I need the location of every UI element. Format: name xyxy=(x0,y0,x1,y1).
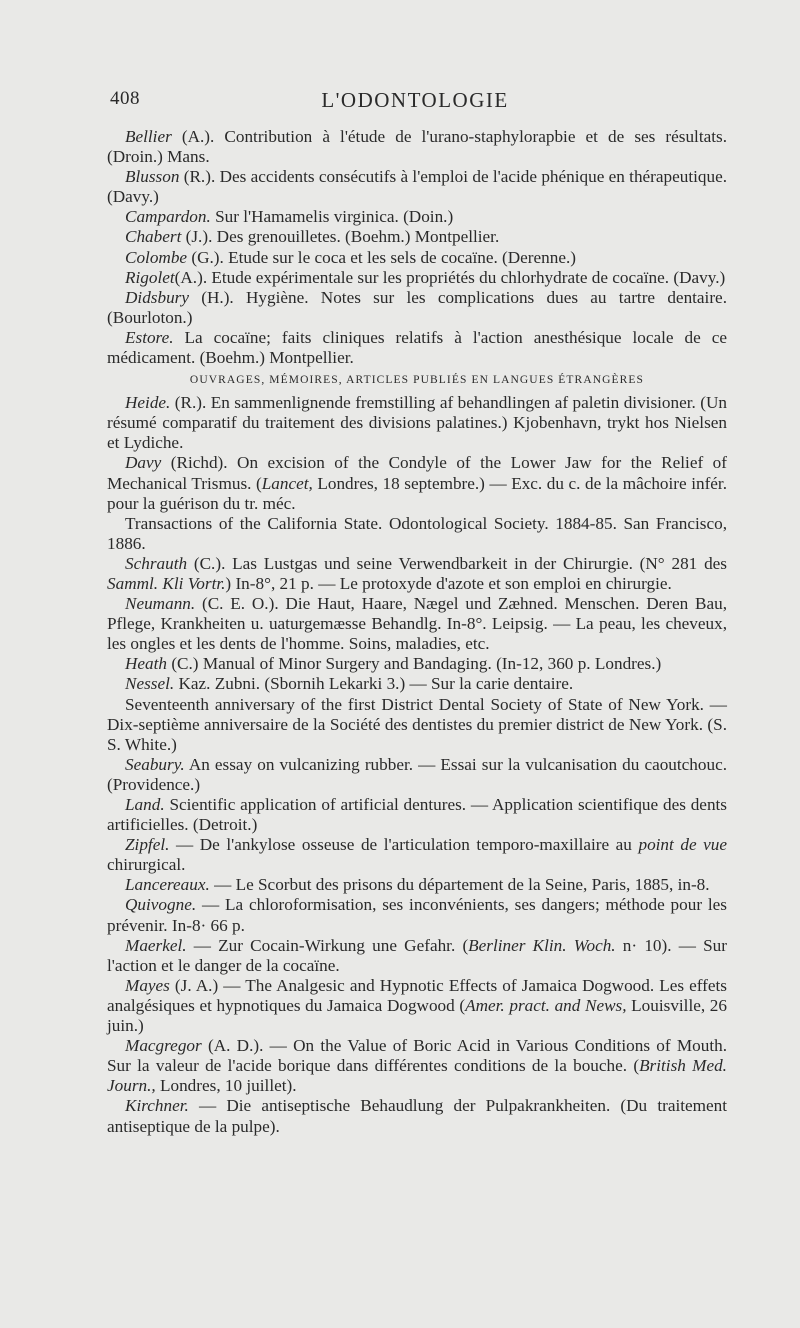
entry-author: Zipfel. xyxy=(125,835,170,855)
entry-text: (J. A.) — The Analgesic and Hypnotic Effects of Jamaica Dogwood. Les effets analgésiques et hypnotiques du Jamaica Dogwood ( xyxy=(107,975,727,1015)
entry-text: Sur l'Hamamelis virginica. (Doin.) xyxy=(210,207,454,227)
entry-text: La cocaïne; faits cliniques relatifs à l'action anesthésique locale de ce médicament. (Boehm.) Montpellier. xyxy=(107,327,727,368)
entry-text: (Richd). On excision of the Condyle of the Lower Jaw for the Relief of Mechanical Trismus. ( xyxy=(107,453,727,493)
entry-author: Kirchner. xyxy=(125,1096,189,1116)
entry-text: (J.). Des grenouilletes. (Boehm.) Montpellier. xyxy=(181,227,500,247)
entry-text: (R.). En sammenlignende fremstilling af behandlingen af paletin divisioner. (Un résumé comparatif du traitement des divisions palatines.) Kjobenhavn, trykt hos Nielsen et Lydiche. xyxy=(107,393,727,453)
entry-text: — Zur Cocain-Wirkung une Gefahr. ( xyxy=(186,935,469,955)
bibliography-entry xyxy=(107,755,727,795)
entry-italic: Amer. pract. and News, xyxy=(465,995,627,1015)
bibliography-entry xyxy=(107,895,727,935)
entry-text: (H.). Hygiène. Notes sur les complications dues au tartre dentaire. (Bourloton.) xyxy=(107,287,727,327)
page-header xyxy=(110,88,720,118)
bibliography-entry xyxy=(107,1096,727,1136)
running-title: L'ODONTOLOGIE xyxy=(321,88,509,112)
entry-author: Estore. xyxy=(125,327,174,347)
bibliography-entry xyxy=(107,227,727,247)
entry-text: — Le Scorbut des prisons du département de la Seine, Paris, 1885, in-8. xyxy=(209,875,710,895)
entry-author: Campardon. xyxy=(125,207,211,227)
entry-author: Bellier xyxy=(125,127,172,146)
entry-text: Seventeenth anniversary of the first District Dental Society of State of New York. — Dix-septième anniversaire de la Société des dentistes du premier district de New York. (S. S. White.) xyxy=(107,694,727,754)
entry-text: (C. E. O.). Die Haut, Haare, Nægel und Zæhned. Menschen. Deren Bau, Pflege, Krankheiten u. uaturgemæsse Behandlg. In-8°. Leipsig. — La peau, les cheveux, les ongles et les dents de l'homme. Soins, maladies, etc. xyxy=(107,594,727,654)
entry-author: Didsbury xyxy=(125,287,189,307)
entry-text: Kaz. Zubni. (Sbornih Lekarki 3.) — Sur la carie dentaire. xyxy=(174,674,574,694)
entry-author: Macgregor xyxy=(125,1036,202,1056)
entry-author: Nessel. xyxy=(125,674,175,694)
entry-italic: British Med. Journ., xyxy=(107,1056,727,1096)
entry-text: — La chloroformisation, ses inconvénients, ses dangers; méthode pour les prévenir. In-8· 66 p. xyxy=(107,895,727,935)
bibliography-entry xyxy=(107,594,727,654)
entry-text: chirurgical. xyxy=(107,855,186,875)
entry-text: — De l'ankylose osseuse de l'articulation temporo-maxillaire au xyxy=(169,835,639,855)
bibliography-entry xyxy=(107,695,727,755)
entry-author: Blusson xyxy=(125,167,180,187)
entry-author: Maerkel. xyxy=(125,935,187,955)
bibliography-text xyxy=(107,127,727,1137)
bibliography-entry xyxy=(107,453,727,513)
entry-text: Londres, 18 septembre.) — Exc. du c. de la mâchoire infér. pour la guérison du tr. méc. xyxy=(107,473,727,513)
bibliography-entry xyxy=(107,835,727,875)
bibliography-entry xyxy=(107,328,727,368)
entry-text: (G.). Etude sur le coca et les sels de cocaïne. (Derenne.) xyxy=(187,247,576,267)
bibliography-entry xyxy=(107,654,727,674)
bibliography-entry xyxy=(107,207,727,227)
bibliography-entry xyxy=(107,514,727,554)
section-heading: OUVRAGES, MÉMOIRES, ARTICLES PUBLIÉS EN LANGUES ÉTRANGÈRES xyxy=(189,374,645,387)
bibliography-entry xyxy=(107,393,727,453)
entry-author: Neumann. xyxy=(125,594,196,614)
entry-author: Seabury. xyxy=(125,754,185,774)
entry-italic: Lancet, xyxy=(261,473,313,493)
entry-author: Lancereaux. xyxy=(125,875,210,895)
entry-author: Land. xyxy=(125,795,165,814)
entry-author: Colombe xyxy=(125,247,188,267)
entry-text: (C.) Manual of Minor Surgery and Bandaging. (In-12, 360 p. Londres.) xyxy=(167,654,662,674)
bibliography-entry xyxy=(107,127,727,167)
entry-author: Rigolet xyxy=(125,267,175,287)
entry-author: Schrauth xyxy=(125,553,188,573)
entry-text: An essay on vulcanizing rubber. — Essai sur la vulcanisation du caoutchouc. (Providence.) xyxy=(107,754,727,794)
entry-author: Chabert xyxy=(125,227,182,247)
entry-text: n· 10). — Sur l'action et le danger de la cocaïne. xyxy=(107,935,727,975)
entry-author: Heath xyxy=(125,654,168,674)
entry-text: (A. D.). — On the Value of Boric Acid in Various Conditions of Mouth. Sur la valeur de l'acide borique dans différentes conditions de la bouche. ( xyxy=(107,1036,727,1076)
bibliography-entry xyxy=(107,875,727,895)
entry-text: (A.). Etude expérimentale sur les propriétés du chlorhydrate de cocaïne. (Davy.) xyxy=(174,267,726,287)
entry-text: Louisville, 26 juin.) xyxy=(107,995,727,1036)
entry-author: Mayes xyxy=(125,975,170,995)
bibliography-entry xyxy=(107,936,727,976)
entry-text: Transactions of the California State. Odontological Society. 1884-85. San Francisco, 1886. xyxy=(107,513,727,553)
entry-italic: Berliner Klin. Woch. xyxy=(468,935,616,955)
bibliography-entry xyxy=(107,167,727,207)
bibliography-entry xyxy=(107,248,727,268)
bibliography-entry xyxy=(107,674,727,694)
page-number: 408 xyxy=(110,88,140,109)
bibliography-entry xyxy=(107,976,727,1036)
entry-text: ) In-8°, 21 p. — Le protoxyde d'azote et son emploi en chirurgie. xyxy=(225,573,672,593)
entry-author: Quivogne. xyxy=(125,895,197,915)
entry-author: Heide. xyxy=(125,393,171,413)
bibliography-entry xyxy=(107,795,727,835)
entry-author: Davy xyxy=(125,453,162,473)
entry-text: (A.). Contribution à l'étude de l'urano-staphylorapbie et de ses résultats. (Droin.) Mans. xyxy=(107,127,727,167)
entry-italic: point de vue xyxy=(638,835,728,855)
entry-text: (C.). Las Lustgas und seine Verwendbarkeit in der Chirurgie. (N° 281 des xyxy=(187,553,727,573)
bibliography-entry xyxy=(107,268,727,288)
bibliography-list-french xyxy=(107,127,727,368)
bibliography-entry xyxy=(107,554,727,594)
entry-italic: Samml. Kli Vortr. xyxy=(107,573,226,593)
bibliography-entry xyxy=(107,288,727,328)
entry-text: — Die antiseptische Behaudlung der Pulpakrankheiten. (Du traitement antiseptique de la pulpe). xyxy=(107,1096,727,1136)
entry-text: Scientific application of artificial dentures. — Application scientifique des dents artificielles. (Detroit.) xyxy=(107,795,727,835)
entry-text: (R.). Des accidents consécutifs à l'emploi de l'acide phénique en thérapeutique. (Davy.) xyxy=(107,167,727,207)
bibliography-entry xyxy=(107,1036,727,1096)
entry-text: Londres, 10 juillet). xyxy=(155,1076,297,1096)
bibliography-list-foreign xyxy=(107,393,727,1136)
